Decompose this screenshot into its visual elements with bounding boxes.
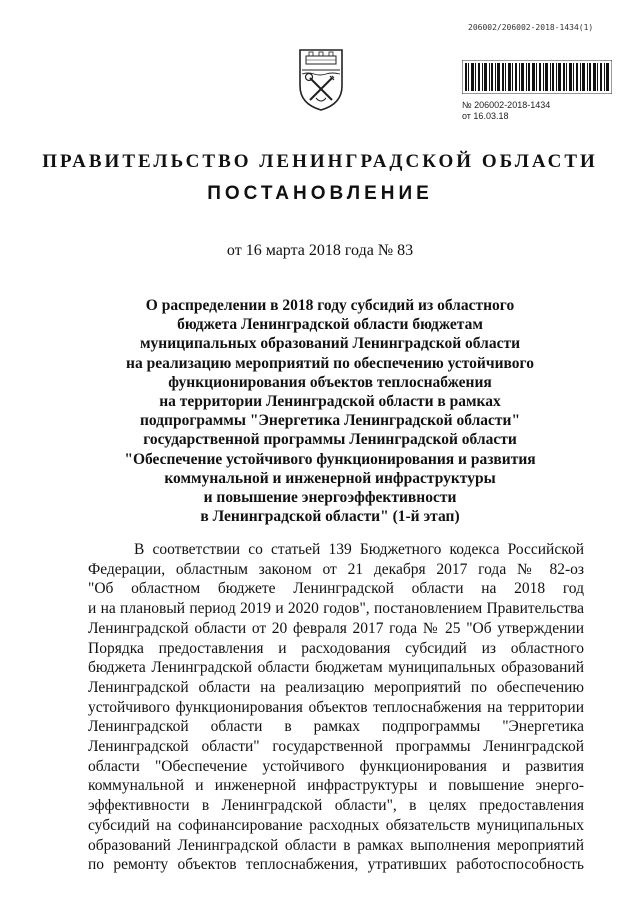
- body-line: области "Обеспечение устойчивого функционирования и развития: [88, 757, 584, 775]
- government-title: ПРАВИТЕЛЬСТВО ЛЕНИНГРАДСКОЙ ОБЛАСТИ: [42, 151, 598, 172]
- heading-line: бюджета Ленинградской области бюджетам: [177, 316, 483, 334]
- body-line: Ленинградской области" государственной программы Ленинградской: [88, 738, 584, 756]
- heading-line: подпрограммы "Энергетика Ленинградской области": [139, 412, 521, 430]
- body-line: Ленинградской области в рамках подпрограммы "Энергетика: [88, 718, 584, 736]
- heading-line: "Обеспечение устойчивого функционирования и развития: [124, 450, 536, 468]
- body-line: Ленинградской области от 20 февраля 2017 года № 25 "Об утверждении: [88, 619, 584, 637]
- heading-line: на территории Ленинградской области в рамках: [159, 393, 501, 411]
- body-line: образований Ленинградской области в рамках выполнения мероприятий: [88, 836, 584, 854]
- heading-line: функционирования объектов теплоснабжения: [168, 373, 492, 391]
- document-date-number: от 16 марта 2018 года № 83: [226, 242, 414, 259]
- heading-line: коммунальной и инженерной инфраструктуры: [164, 469, 496, 487]
- body-line: "Об областном бюджете Ленинградской области на 2018 год: [88, 580, 584, 598]
- heading-line: и повышение энергоэффективности: [203, 489, 457, 507]
- heading-line: государственной программы Ленинградской области: [143, 431, 517, 449]
- body-line: устойчивого функционирования объектов теплоснабжения на территории: [88, 698, 584, 716]
- heading-line: на реализацию мероприятий по обеспечению устойчивого: [126, 354, 534, 372]
- reference-stamp: 206002/206002-2018-1434(1): [468, 23, 594, 32]
- heading-line: в Ленинградской области" (1-й этап): [200, 508, 460, 526]
- registration-date: от 16.03.18: [462, 111, 509, 121]
- body-line: Федерации, областным законом от 21 декабря 2017 года № 82-оз: [88, 560, 584, 578]
- barcode-image: [462, 60, 612, 94]
- body-line: и на плановый период 2019 и 2020 годов", постановлением Правительства: [88, 600, 584, 618]
- decree-heading: [80, 296, 580, 526]
- heading-line: муниципальных образований Ленинградской области: [139, 335, 521, 353]
- body-line: бюджета Ленинградской области бюджетам муниципальных образований: [88, 659, 584, 677]
- body-line: эффективности в Ленинградской области", в целях предоставления: [88, 797, 584, 815]
- document-type: ПОСТАНОВЛЕНИЕ: [207, 183, 433, 204]
- body-line: субсидий на софинансирование расходных обязательств муниципальных: [88, 816, 584, 834]
- registration-number: № 206002-2018-1434: [462, 100, 551, 110]
- body-line: коммунальной и инженерной инфраструктуры и повышение энерго-: [88, 777, 584, 795]
- body-line: по ремонту объектов теплоснабжения, утративших работоспособность: [88, 856, 584, 874]
- body-line: Порядка предоставления и расходования субсидий из областного: [88, 639, 584, 657]
- coat-of-arms-emblem: [296, 46, 346, 112]
- barcode-block: [462, 60, 622, 122]
- body-line: В соответствии со статьей 139 Бюджетного кодекса Российской: [134, 541, 584, 558]
- body-line: Ленинградской области на реализацию мероприятий по обеспечению: [88, 678, 584, 696]
- heading-line: О распределении в 2018 году субсидий из областного: [145, 297, 515, 314]
- decree-body: [88, 540, 584, 875]
